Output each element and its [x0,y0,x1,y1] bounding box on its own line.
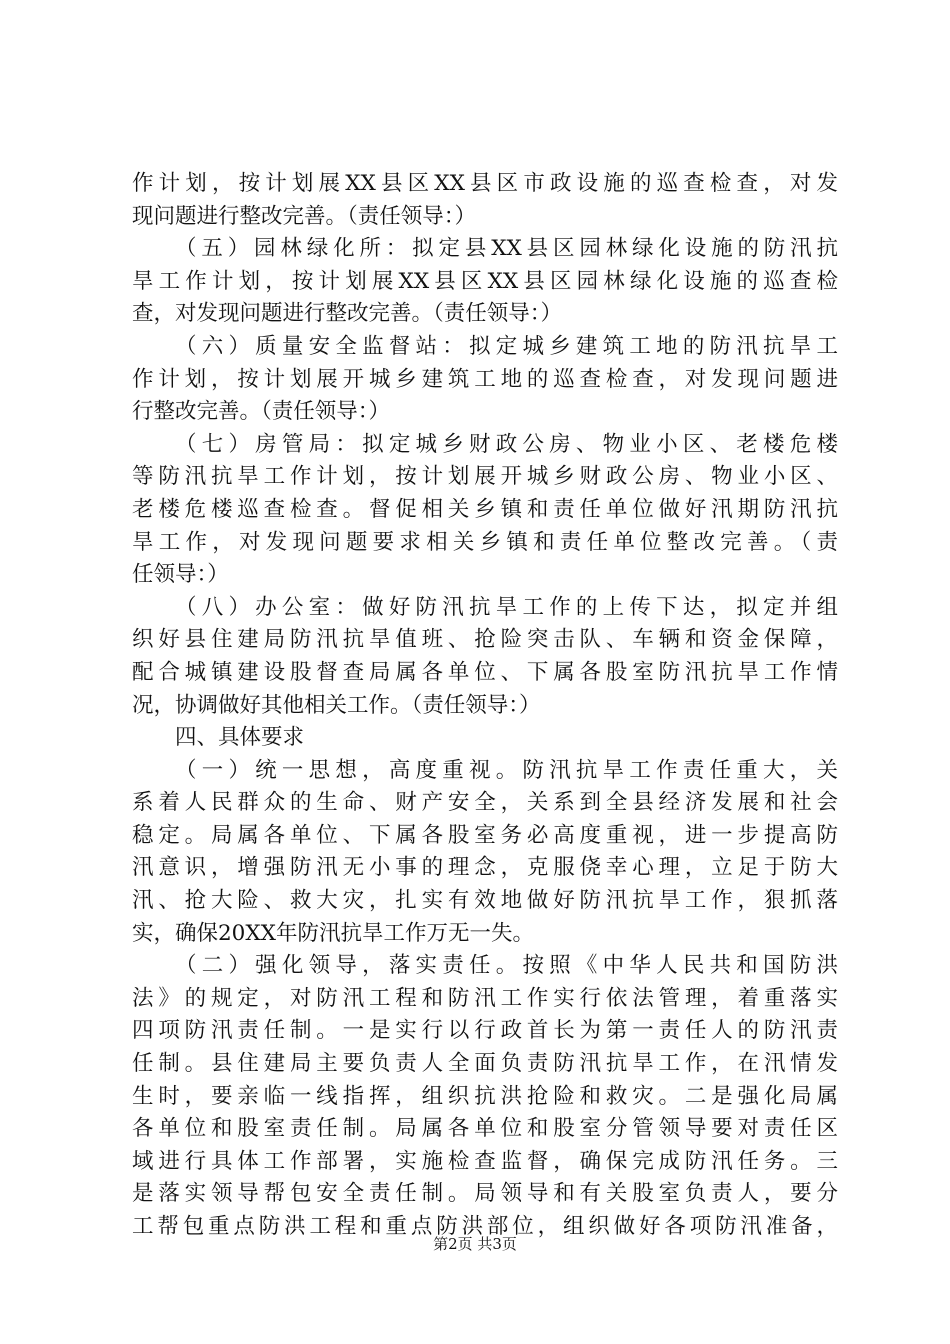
text-line: 系着人民群众的生命、财产安全，关系到全县经济发展和社会 [132,790,838,816]
text-line: 实，确保20XX年防汛抗旱工作万无一失。 [132,920,534,946]
text-line: 任领导：） [132,562,229,588]
text-line: 旱工作计划，按计划展XX县区XX县区园林绿化设施的巡查检 [132,268,838,294]
text-line: （八）办公室：做好防汛抗旱工作的上传下达，拟定并组 [175,594,838,620]
text-line: （一）统一思想，高度重视。防汛抗旱工作责任重大，关 [175,757,838,783]
text-line: 法》的规定，对防汛工程和防汛工作实行依法管理，着重落实 [132,985,838,1011]
text-line: 配合城镇建设股督查局属各单位、下属各股室防汛抗旱工作情 [132,659,838,685]
text-line: 织好县住建局防汛抗旱值班、抢险突击队、车辆和资金保障， [132,627,838,653]
text-line: 四项防汛责任制。一是实行以行政首长为第一责任人的防汛责 [132,1018,838,1044]
text-line: 查，对发现问题进行整改完善。（责任领导：） [132,301,563,327]
text-line: （七）房管局：拟定城乡财政公房、物业小区、老楼危楼 [175,431,838,457]
text-line: 四、具体要求 [175,725,305,751]
text-line: 域进行具体工作部署，实施检查监督，确保完成防汛任务。三 [132,1148,838,1174]
page-footer: 第2页 共3页 [433,1235,517,1253]
text-line: （五）园林绿化所：拟定县XX县区园林绿化设施的防汛抗 [175,236,838,262]
text-line: （六）质量安全监督站：拟定城乡建筑工地的防汛抗旱工 [175,333,838,359]
text-line: 现问题进行整改完善。（责任领导：） [132,203,477,229]
text-line: 况，协调做好其他相关工作。（责任领导：） [132,692,541,718]
text-line: 工帮包重点防洪工程和重点防洪部位，组织做好各项防汛准备， [132,1214,838,1239]
text-line: 生时，要亲临一线指挥，组织抗洪抢险和救灾。二是强化局属 [132,1083,838,1109]
text-line: 稳定。局属各单位、下属各股室务必高度重视，进一步提高防 [132,822,838,848]
text-line: 行整改完善。（责任领导：） [132,399,391,425]
text-line: 等防汛抗旱工作计划，按计划展开城乡财政公房、物业小区、 [132,464,838,490]
text-line: 作计划，按计划展开城乡建筑工地的巡查检查，对发现问题进 [132,366,838,392]
text-line: 旱工作，对发现问题要求相关乡镇和责任单位整改完善。（责 [132,529,838,555]
text-line: 各单位和股室责任制。局属各单位和股室分管领导要对责任区 [132,1116,838,1142]
document-body [132,168,838,1244]
text-line: 任制。县住建局主要负责人全面负责防汛抗旱工作，在汛情发 [132,1051,838,1077]
text-line: 汛意识，增强防汛无小事的理念，克服侥幸心理，立足于防大 [132,855,838,881]
text-line: （二）强化领导，落实责任。按照《中华人民共和国防洪 [175,953,838,979]
text-line: 汛、抢大险、救大灾，扎实有效地做好防汛抗旱工作，狠抓落 [132,888,838,914]
text-line: 老楼危楼巡查检查。督促相关乡镇和责任单位做好汛期防汛抗 [132,496,838,522]
text-line: 是落实领导帮包安全责任制。局领导和有关股室负责人，要分 [132,1181,838,1207]
text-line: 作计划，按计划展XX县区XX县区市政设施的巡查检查，对发 [132,171,838,196]
